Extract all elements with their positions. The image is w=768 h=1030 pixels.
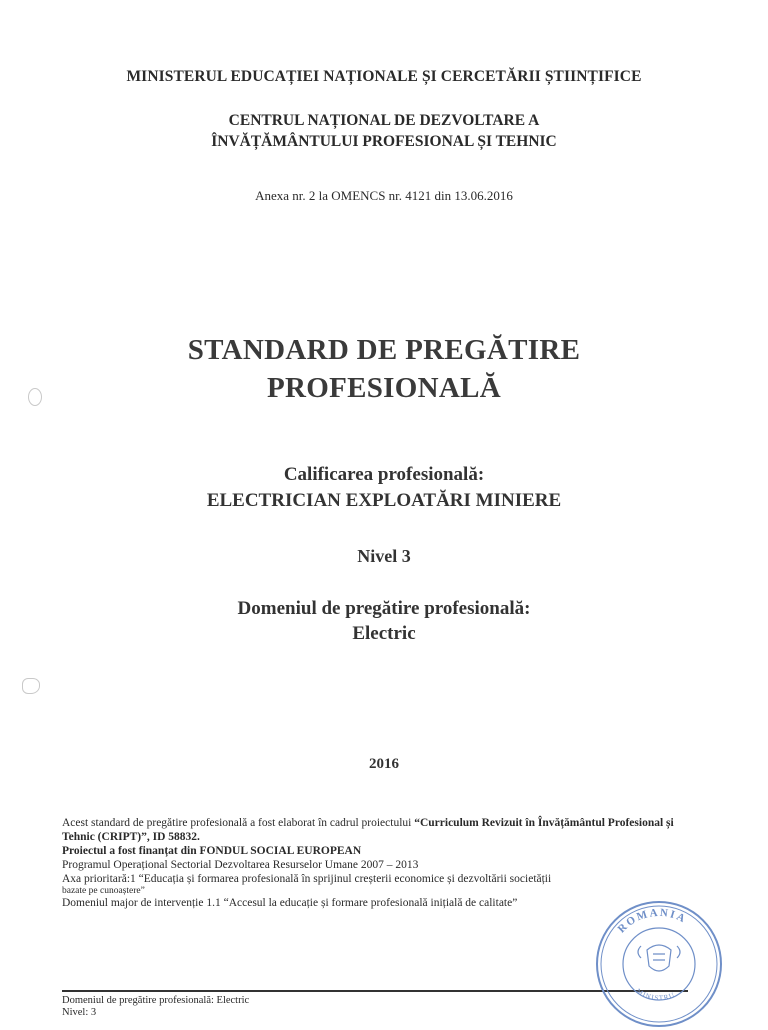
page-footer xyxy=(62,995,249,1019)
priority-axis-line: Axa prioritară:1 “Educația și formarea profesională în sprijinul creșterii economice și dezvoltării societății xyxy=(62,873,552,885)
domain-name: Electric xyxy=(352,623,416,644)
punch-hole-mark xyxy=(28,388,42,406)
centre-heading-line1: CENTRUL NAȚIONAL DE DEZVOLTARE A xyxy=(228,112,540,129)
publication-year: 2016 xyxy=(369,756,399,772)
svg-text:MINISTRU xyxy=(635,987,676,1002)
stamp-inner-text: MINISTRU xyxy=(634,987,677,1003)
centre-heading-line2: ÎNVĂȚĂMÂNTULUI PROFESIONAL ȘI TEHNIC xyxy=(211,133,557,150)
document-title-line1: STANDARD DE PREGĂTIRE xyxy=(187,334,581,366)
official-stamp xyxy=(593,898,725,1030)
annex-reference: Anexa nr. 2 la OMENCS nr. 4121 din 13.06.2016 xyxy=(255,188,513,203)
qualification-label: Calificarea profesională: xyxy=(283,464,485,485)
project-name: “Curriculum Revizuit în Învățământul Profesional și Tehnic (CRIPT)”, ID 58832. xyxy=(62,817,674,843)
document-title-line2: PROFESIONALĂ xyxy=(266,372,501,404)
footer-level: Nivel: 3 xyxy=(62,1007,97,1018)
funding-line: Proiectul a fost finanțat din FONDUL SOCIAL EUROPEAN xyxy=(62,845,362,857)
programme-line: Programul Operațional Sectorial Dezvoltarea Resurselor Umane 2007 – 2013 xyxy=(62,859,419,871)
domain-label: Domeniul de pregătire profesională: xyxy=(237,598,531,619)
priority-axis-continuation: bazate pe cunoaștere” xyxy=(62,886,145,896)
ministry-heading: MINISTERUL EDUCAȚIEI NAȚIONALE ȘI CERCETĂRII ȘTIINȚIFICE xyxy=(126,68,642,85)
qualification-name: ELECTRICIAN EXPLOATĂRI MINIERE xyxy=(206,490,562,511)
coat-of-arms-icon xyxy=(638,945,680,971)
qualification-level: Nivel 3 xyxy=(357,546,411,566)
footer-domain: Domeniul de pregătire profesională: Electric xyxy=(62,995,250,1006)
project-statement xyxy=(62,816,702,844)
punch-hole-mark xyxy=(22,678,40,694)
stamp-text: ROMANIA xyxy=(615,906,689,936)
project-statement-text: Acest standard de pregătire profesională a fost elaborat în cadrul proiectului xyxy=(62,817,415,829)
project-info xyxy=(62,816,702,910)
intervention-domain-line: Domeniul major de intervenție 1.1 “Accesul la educație și formare profesională inițială de calitate” xyxy=(62,897,518,909)
